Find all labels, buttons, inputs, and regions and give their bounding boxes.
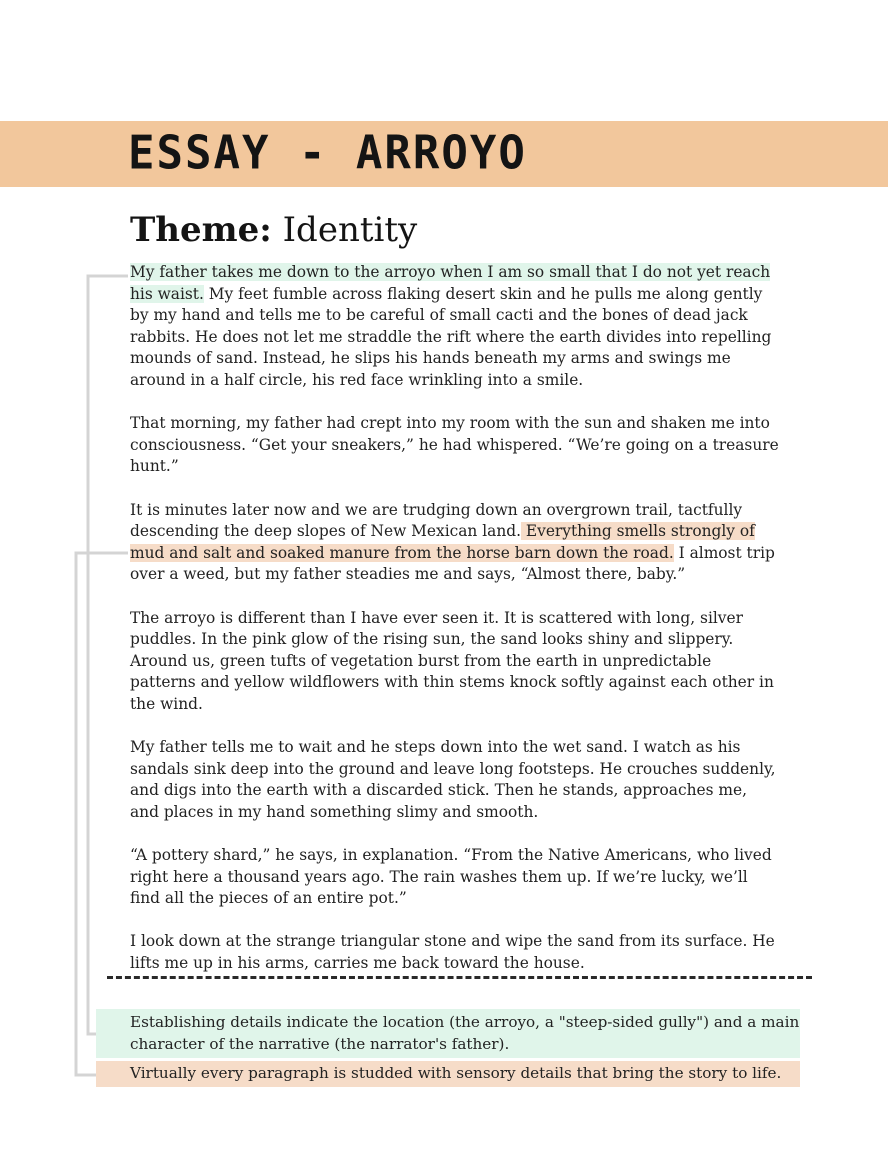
essay-paragraph-2: That morning, my father had crept into my room with the sun and shaken me into consciousness. “Get your sneakers,” he had whispered. “We’re going on a treasure hunt.” xyxy=(130,414,779,476)
essay-paragraph-5: My father tells me to wait and he steps down into the wet sand. I watch as his sandals sink deep into the ground and leave long footsteps. He crouches suddenly, and digs into the earth with a discarded stick. Then he stands, approaches me, and places in my hand something slimy and smooth. xyxy=(130,738,776,821)
page-title: ESSAY - ARROYO xyxy=(128,126,527,181)
essay-paragraph-1 xyxy=(130,262,780,392)
highlight-sensory-detail: Everything smells strongly of mud and salt and soaked manure from the horse barn down the road. xyxy=(130,522,755,562)
dashed-divider xyxy=(107,976,812,979)
annotation-establishing-details: Establishing details indicate the location (the arroyo, a "steep-sided gully") and a main character of the narrative (the narrator's father). xyxy=(96,1009,800,1058)
theme-label: Theme: xyxy=(130,210,272,250)
essay-paragraph-7: I look down at the strange triangular stone and wipe the sand from its surface. He lifts me up in his arms, carries me back toward the house. xyxy=(130,932,775,972)
essay-text: It is minutes later now and we are trudging down an overgrown trail, tactfully descending the deep slopes of New Mexican land. xyxy=(130,500,743,541)
annotation-sensory-details: Virtually every paragraph is studded with sensory details that bring the story to life. xyxy=(96,1061,800,1087)
essay-paragraph-4: The arroyo is different than I have ever seen it. It is scattered with long, silver puddles. In the pink glow of the rising sun, the sand looks shiny and slippery. Around us, green tufts of vegetation burst from the earth in unpredictable patterns and yellow wildflowers with thin stems knock softly against each other in the wind. xyxy=(130,608,774,713)
theme-heading xyxy=(130,208,417,252)
connector-line-green xyxy=(88,276,128,1034)
highlight-establishing-detail: My father takes me down to the arroyo when I am so small that I do not yet reach his waist. xyxy=(130,263,771,303)
essay-text: My feet fumble across flaking desert skin and he pulls me along gently by my hand and tells me to be careful of small cacti and the bones of dead jack rabbits. He does not let me straddle the rift where the earth divides into repelling mounds of sand. Instead, he slips his hands beneath my arms and swings me around in a half circle, his red face wrinkling into a smile. xyxy=(130,284,772,389)
essay-paragraph-6: “A pottery shard,” he says, in explanation. “From the Native Americans, who lived right here a thousand years ago. The rain washes them up. If we’re lucky, we’ll find all the pieces of an entire pot.” xyxy=(130,846,772,908)
essay-body xyxy=(130,262,780,996)
essay-text: I almost trip over a weed, but my father steadies me and says, “Almost there, baby.” xyxy=(130,543,775,584)
theme-value: Identity xyxy=(282,210,418,250)
title-banner xyxy=(0,121,888,187)
connector-line-orange xyxy=(76,553,128,1075)
essay-paragraph-3 xyxy=(130,500,780,586)
